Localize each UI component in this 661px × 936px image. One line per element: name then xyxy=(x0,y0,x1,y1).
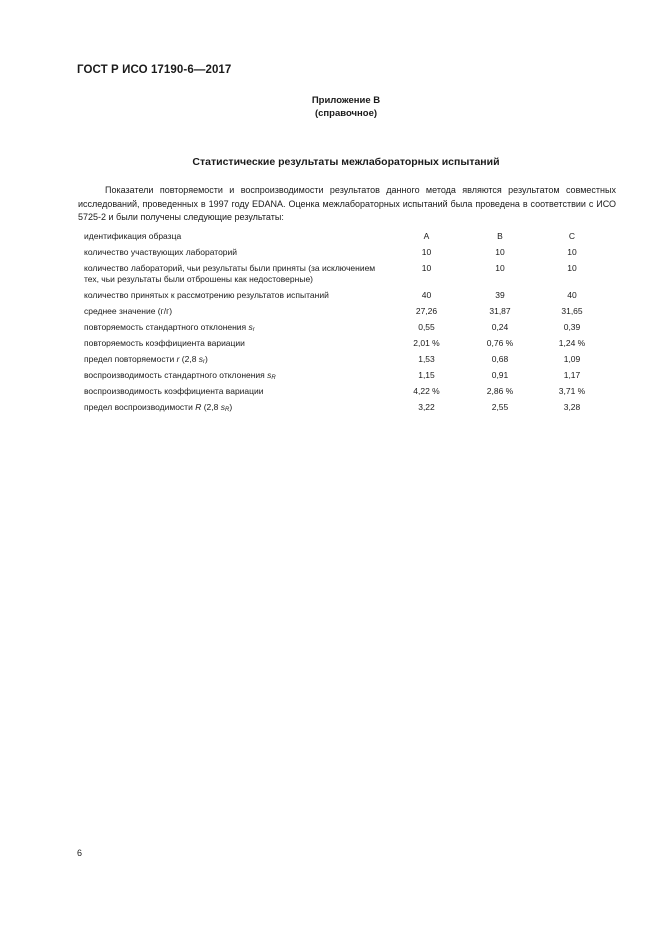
row-label: количество участвующих лабораторий xyxy=(84,247,238,257)
value-a: 0,55 xyxy=(418,322,435,332)
value-c: 1,24 % xyxy=(558,338,586,348)
value-a: 3,22 xyxy=(418,402,435,412)
row-label: количество лабораторий, чьи результаты были приняты (за исключением тех, чьи результаты были отброшены как недостоверные) xyxy=(84,263,376,284)
symbol: s xyxy=(220,402,225,412)
label-text: предел воспроизводимости xyxy=(84,402,196,412)
value-b: 0,68 xyxy=(491,354,509,364)
value-b: 0,24 xyxy=(491,322,509,332)
intro-paragraph xyxy=(78,184,616,225)
label-text: (2,8 xyxy=(201,402,221,412)
results-table xyxy=(84,231,608,418)
table-row xyxy=(84,290,608,306)
table-row xyxy=(84,306,608,322)
row-label xyxy=(84,354,389,370)
value-c: 1,17 xyxy=(563,370,581,380)
row-label xyxy=(84,370,389,386)
document-code: ГОСТ Р ИСО 17190-6—2017 xyxy=(77,64,232,76)
label-text: повторяемость стандартного отклонения xyxy=(84,322,249,332)
value-c: 3,71 % xyxy=(558,386,586,396)
table-row xyxy=(84,247,608,263)
row-label: повторяемость коэффициента вариации xyxy=(84,338,245,348)
value-c: C xyxy=(568,231,576,241)
intro-text: Показатели повторяемости и воспроизводимости результатов данного метода являются результатом совместных исследований, проведенных в 1997 году EDANA. Оценка межлабораторных испытаний была проведена в соответствии с ИСО 5725-2 и были получены следующие результаты: xyxy=(78,185,616,222)
symbol-subscript: r xyxy=(203,359,206,365)
row-label: воспроизводимость коэффициента вариации xyxy=(84,386,264,396)
value-a: 1,53 xyxy=(418,354,435,364)
value-a: 40 xyxy=(421,290,432,300)
value-a: 1,15 xyxy=(418,370,435,380)
symbol: s xyxy=(198,354,204,364)
value-c: 40 xyxy=(567,290,577,300)
value-a: 2,01 % xyxy=(413,338,440,348)
value-c: 31,65 xyxy=(561,306,583,316)
value-b: B xyxy=(497,231,503,241)
label-text: предел повторяемости xyxy=(84,354,177,364)
value-b: 31,87 xyxy=(489,306,511,316)
value-a: 10 xyxy=(421,263,432,273)
annex-type: (справочное) xyxy=(314,108,378,119)
value-b: 0,76 % xyxy=(486,338,514,348)
table-row xyxy=(84,231,608,247)
annex-title: Приложение В xyxy=(311,95,381,106)
symbol-subscript: r xyxy=(252,327,255,333)
label-text: ) xyxy=(229,402,233,412)
row-label: количество принятых к рассмотрению результатов испытаний xyxy=(84,290,329,300)
row-label xyxy=(84,402,389,418)
value-b: 0,91 xyxy=(491,370,509,380)
table-row xyxy=(84,354,608,370)
value-b: 39 xyxy=(495,290,505,300)
table-row xyxy=(84,386,608,402)
symbol: s xyxy=(248,322,253,332)
section-title: Статистические результаты межлабораторных испытаний xyxy=(192,156,500,168)
value-b: 10 xyxy=(495,263,505,273)
symbol: r xyxy=(176,354,180,364)
symbol-subscript: R xyxy=(271,375,276,381)
value-a: 27,26 xyxy=(415,306,438,316)
value-c: 10 xyxy=(567,263,577,273)
value-b: 10 xyxy=(495,247,505,257)
value-a: 10 xyxy=(421,247,432,257)
symbol: s xyxy=(267,370,272,380)
value-a: 4,22 % xyxy=(413,386,440,396)
page-number: 6 xyxy=(77,848,83,858)
table-row xyxy=(84,322,608,338)
value-c: 3,28 xyxy=(563,402,581,412)
row-label xyxy=(84,322,389,338)
symbol-subscript: R xyxy=(224,407,230,413)
table-row xyxy=(84,263,608,290)
value-c: 0,39 xyxy=(563,322,581,332)
row-label: идентификация образца xyxy=(84,231,182,241)
symbol: R xyxy=(195,402,202,412)
table-row xyxy=(84,338,608,354)
table-row xyxy=(84,402,608,418)
table-row xyxy=(84,370,608,386)
value-c: 1,09 xyxy=(563,354,581,364)
value-a: A xyxy=(423,231,430,241)
value-c: 10 xyxy=(567,247,577,257)
value-b: 2,55 xyxy=(491,402,509,412)
label-text: воспроизводимость стандартного отклонения xyxy=(84,370,268,380)
row-label: среднее значение (г/г) xyxy=(84,306,173,316)
label-text: (2,8 xyxy=(179,354,199,364)
value-b: 2,86 % xyxy=(486,386,514,396)
label-text: ) xyxy=(205,354,208,364)
